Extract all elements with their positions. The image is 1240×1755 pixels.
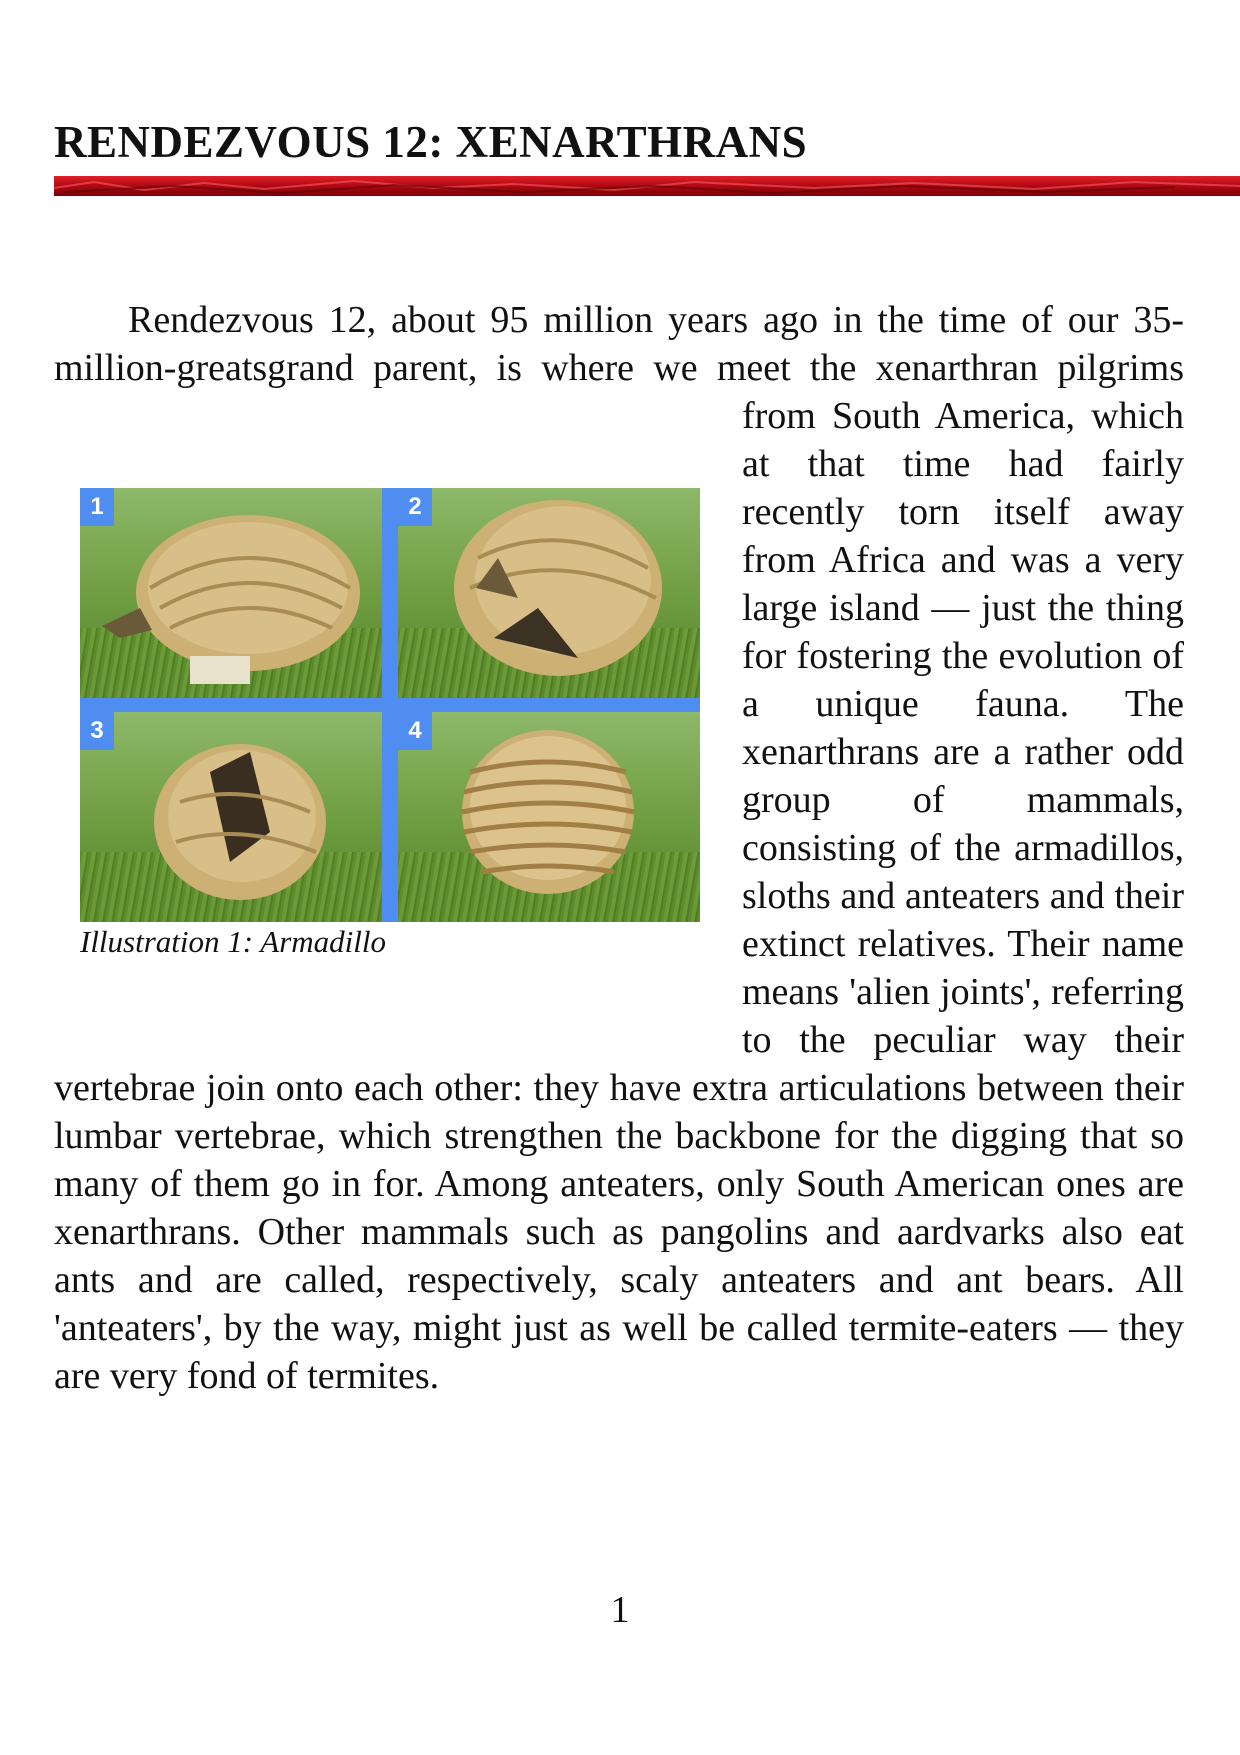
- panel-number-badge: 2: [398, 488, 432, 526]
- page-number: 1: [610, 1589, 630, 1631]
- armadillo-rolled-ball-icon: [398, 712, 700, 922]
- panel-number-badge: 3: [80, 712, 114, 750]
- paragraph-intro: Rendezvous 12, about 95 million years ago in the time of our 35-million-greatsgrand parent, is where we meet the xenarthran: [54, 299, 1184, 389]
- body-text: [54, 296, 1184, 1400]
- armadillo-nearly-rolled-icon: [80, 712, 382, 922]
- page-title: RENDEZVOUS 12: XENARTHRANS: [54, 117, 808, 167]
- armadillo-curling-icon: [398, 488, 700, 698]
- title-underline: [54, 176, 1240, 196]
- figure-caption: Illustration 1: Armadillo: [80, 924, 387, 959]
- photo-panel-4: [398, 712, 700, 922]
- panel-number-badge: 1: [80, 488, 114, 526]
- armadillo-photo-grid: [80, 488, 700, 922]
- panel-number-badge: 4: [398, 712, 432, 750]
- photo-panel-3: [80, 712, 382, 922]
- armadillo-figure: [0, 488, 720, 1060]
- photo-panel-2: [398, 488, 700, 698]
- paragraph-continued: pilgrims from South America, which at that time had fairly recently torn itself away from Africa and was a very large island — just the thing for fostering the evolution of a unique fauna. The xenarthrans are a rather odd group of mammals, consisting of the armadillos, sloths and anteaters and their extinct relatives. Their name means 'alien joints', referring to the peculiar way their vertebrae join onto each other: they have extra articulations between their lumbar vertebrae, which strengthen the backbone for the digging that so many of them go in for. Among anteaters, only South American ones are xenarthrans. Other mammals such as pangolins and aardvarks also eat ants and are called, respectively, scaly anteaters and ant bears. All 'anteaters', by the way, might just as well be called termite-eaters — they are very fond of termites.: [54, 347, 1185, 1397]
- armadillo-walking-icon: [80, 488, 382, 698]
- photo-panel-1: [80, 488, 382, 698]
